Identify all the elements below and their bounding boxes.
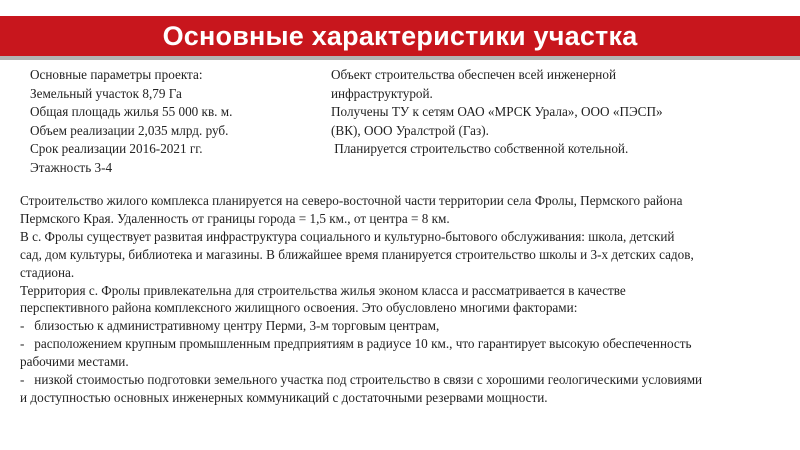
infrastructure-line: Объект строительства обеспечен всей инженерной — [331, 67, 616, 82]
infrastructure-line: инфраструктурой. — [331, 85, 433, 101]
infrastructure-block — [331, 66, 751, 159]
description-text — [20, 192, 790, 407]
parameter-timeline: Срок реализации 2016-2021 гг. — [30, 141, 203, 156]
description-line: и доступностью основных инженерных коммуникаций с достаточными резервами мощности. — [20, 389, 548, 405]
parameter-investment: Объем реализации 2,035 млрд. руб. — [30, 122, 229, 138]
description-line: сад, дом культуры, библиотека и магазины. В ближайшее время планируется строительство школы и 3-х детских садов, — [20, 246, 694, 262]
description-line: Территория с. Фролы привлекательна для строительства жилья эконом класса и рассматривается в качестве — [20, 282, 626, 298]
parameter-floors: Этажность 3-4 — [30, 159, 113, 175]
factor-list-item: - низкой стоимостью подготовки земельного участка под строительство в связи с хорошими геологическими условиями — [20, 372, 703, 388]
factor-list-item: - расположением крупным промышленным предприятиям в радиусе 10 км., что гарантирует высокую обеспеченность — [20, 336, 692, 352]
infrastructure-line: Планируется строительство собственной котельной. — [331, 141, 629, 156]
parameters-heading: Основные параметры проекта: — [30, 67, 203, 82]
parameter-land-area: Земельный участок 8,79 Га — [30, 85, 182, 101]
slide-title: Основные характеристики участка — [162, 20, 638, 51]
description-line: перспективного района комплексного жилищного освоения. Это обусловлено многими факторами: — [20, 300, 578, 316]
factor-list-item: - близостью к административному центру Перми, 3-м торговым центрам, — [20, 318, 440, 334]
description-line: Пермского Края. Удаленность от границы города = 1,5 км., от центра = 8 км. — [20, 210, 450, 226]
infrastructure-line: (ВК), ООО Уралстрой (Газ). — [331, 122, 489, 138]
infrastructure-line: Получены ТУ к сетям ОАО «МРСК Урала», ООО «ПЭСП» — [331, 104, 663, 119]
title-banner — [0, 16, 800, 60]
project-parameters — [30, 66, 315, 177]
description-line: Строительство жилого комплекса планируется на северо-восточной части территории села Фролы, Пермского района — [20, 193, 683, 208]
description-line: стадиона. — [20, 264, 75, 280]
description-line: В с. Фролы существует развитая инфраструктура социального и культурно-бытового обслуживания: школа, детский — [20, 228, 675, 244]
parameter-housing-area: Общая площадь жилья 55 000 кв. м. — [30, 104, 233, 119]
description-line: рабочими местами. — [20, 354, 129, 370]
